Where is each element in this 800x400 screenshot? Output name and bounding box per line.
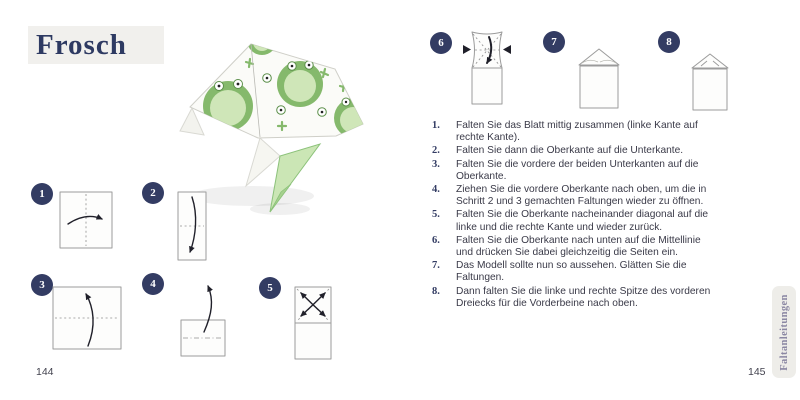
fold-diagram-6 xyxy=(462,26,512,112)
fold-diagram-1 xyxy=(54,186,118,254)
fold-diagram-4 xyxy=(174,276,232,362)
step-badge-2: 2 xyxy=(142,182,164,204)
step-badge-7: 7 xyxy=(543,31,565,53)
fold-diagram-3 xyxy=(48,282,126,356)
step-badge-4: 4 xyxy=(142,273,164,295)
step-badge-3: 3 xyxy=(31,274,53,296)
instruction-item: 4. Ziehen Sie die vordere Oberkante nach oben, um die in Schritt 2 und 3 gemachten Faltungen wieder zu öffnen. xyxy=(432,184,707,208)
instruction-item: 1. Falten Sie das Blatt mittig zusammen (linke Kante auf rechte Kante). xyxy=(432,120,698,144)
fold-diagram-2 xyxy=(170,188,214,264)
page-title: Frosch xyxy=(36,28,127,61)
chapter-tab-label: Faltanleitungen xyxy=(778,293,790,371)
instruction-item: 6. Falten Sie die Oberkante nach unten auf die Mittellinie und drücken Sie dabei gleichzeitig die Seiten ein. xyxy=(432,234,701,259)
step-badge-8: 8 xyxy=(658,31,680,53)
instruction-item: 7. Das Modell sollte nun so aussehen. Glätten Sie die Faltungen. xyxy=(432,260,687,284)
instruction-item: 5. Falten Sie die Oberkante nacheinander diagonal auf die linke und die rechte Kante und wieder zurück. xyxy=(432,209,709,233)
page-number-right: 145 xyxy=(748,366,766,378)
instruction-item: 3. Falten Sie die vordere der beiden Unterkanten auf die Oberkante. xyxy=(432,158,699,182)
instruction-item: 2. Falten Sie dann die Oberkante auf die Unterkante. xyxy=(432,145,684,157)
fold-diagram-7 xyxy=(576,46,622,112)
step-badge-1: 1 xyxy=(31,183,53,205)
step-badge-6: 6 xyxy=(430,32,452,54)
instruction-item: 8. Dann falten Sie die linke und rechte Spitze des vorderen Dreiecks für die Vorderbeine nach oben. xyxy=(432,285,711,309)
instruction-list xyxy=(432,120,716,311)
page-number-left: 144 xyxy=(36,366,54,378)
chapter-title-band xyxy=(28,26,164,64)
chapter-tab xyxy=(772,286,796,378)
fold-diagram-5 xyxy=(288,282,338,364)
step-badge-5: 5 xyxy=(259,277,281,299)
fold-diagram-8 xyxy=(688,50,732,114)
